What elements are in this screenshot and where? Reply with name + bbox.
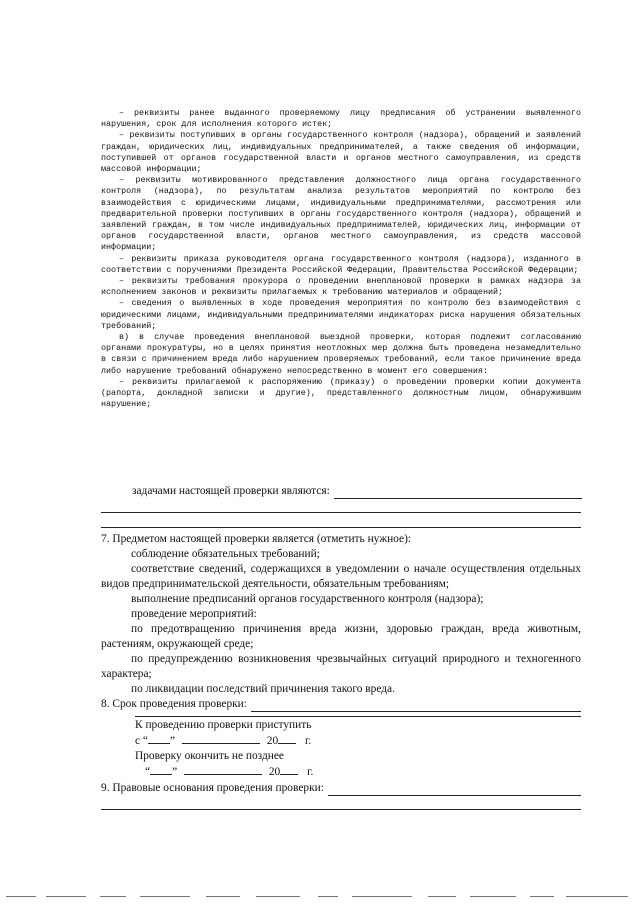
end-day-field[interactable] bbox=[150, 764, 172, 775]
quote-open: “ bbox=[145, 766, 151, 778]
term-field-line-2[interactable] bbox=[135, 716, 581, 717]
legal-grounds-field[interactable] bbox=[328, 784, 581, 796]
end-month-field[interactable] bbox=[184, 764, 262, 775]
section-7 bbox=[101, 532, 581, 810]
start-date-block bbox=[101, 718, 581, 780]
subject-option[interactable]: выполнение предписаний органов государственного контроля (надзора); bbox=[131, 593, 484, 605]
start-day-field[interactable] bbox=[148, 733, 170, 744]
legal-grounds-line-2[interactable] bbox=[101, 809, 581, 810]
scan-artifact-footer bbox=[0, 896, 640, 900]
tasks-row bbox=[132, 484, 582, 499]
year-prefix: 20 bbox=[266, 735, 279, 747]
subject-option[interactable]: соблюдение обязательных требований; bbox=[131, 548, 320, 560]
paragraph: – реквизиты ранее выданного проверяемому лицу предписания об устранении выявленного нарушения, срок для исполнения которого истек; bbox=[101, 108, 581, 130]
section-7-heading: 7. Предметом настоящей проверки является (отметить нужное): bbox=[101, 533, 412, 545]
paragraph: – сведения о выявленных в ходе проведения мероприятия по контролю без взаимодействия с юридическими лицами, индивидуальными предпринимателями индикаторах риска нарушения обязательных требований; bbox=[101, 298, 581, 331]
start-label: К проведению проверки приступить bbox=[135, 719, 312, 731]
year-prefix: 20 bbox=[268, 766, 281, 778]
subject-option[interactable]: проведение мероприятий: bbox=[131, 608, 257, 620]
end-date-row bbox=[135, 764, 581, 780]
section-8-heading: 8. Срок проведения проверки: bbox=[101, 698, 247, 710]
start-month-field[interactable] bbox=[182, 733, 260, 744]
subject-option[interactable]: по предупреждению возникновения чрезвычайных ситуаций природного и техногенного характера; bbox=[101, 653, 581, 680]
section-9-heading-row bbox=[101, 781, 581, 796]
section-8-heading-row bbox=[101, 697, 581, 712]
tasks-field-line-3[interactable] bbox=[101, 527, 581, 528]
paragraph: – реквизиты приказа руководителя органа государственного контроля (надзора), изданного в соответствии с поручениями Президента Российской Федерации, Правительства Российской Федерации; bbox=[101, 253, 581, 275]
paragraph: – реквизиты требования прокурора о проведении внеплановой проверки в рамках надзора за исполнением законов и реквизиты прилагаемых к требованию материалов и обращений; bbox=[101, 276, 581, 298]
start-date-row bbox=[135, 733, 581, 749]
subject-option[interactable]: по ликвидации последствий причинения такого вреда. bbox=[131, 683, 395, 695]
end-label: Проверку окончить не позднее bbox=[135, 750, 284, 762]
quote-close: ” bbox=[172, 766, 178, 778]
start-year-field[interactable] bbox=[278, 733, 296, 744]
tasks-field-line-2[interactable] bbox=[101, 512, 581, 513]
subject-option[interactable]: по предотвращению причинения вреда жизни, здоровью граждан, вреда животным, растениям, окружающей среде; bbox=[101, 623, 581, 650]
term-field[interactable] bbox=[251, 700, 581, 712]
tasks-field[interactable] bbox=[334, 488, 582, 499]
subject-option[interactable]: соответствие сведений, содержащихся в уведомлении о начале осуществления отдельных видов предпринимательской деятельности, обязательным требованиям; bbox=[101, 563, 581, 590]
paragraph: – реквизиты прилагаемой к распоряжению (приказу) о проведении проверки копии документа (рапорта, докладной записки и другие), представленного должностным лицом, обнаружившим нарушение; bbox=[101, 376, 581, 410]
quote-close: ” bbox=[169, 735, 176, 747]
grounds-list bbox=[101, 108, 581, 410]
paragraph: в) в случае проведения внеплановой выездной проверки, которая подлежит согласованию органами прокуратуры, но в целях принятия неотложных мер должна быть проведена незамедлительно в связи с причинением вреда либо нарушением проверяемых требований, если такое причинение вреда либо нарушение требований обнаружено непосредственно в момент его совершения: bbox=[101, 332, 581, 376]
quote-open: с “ bbox=[135, 735, 148, 747]
paragraph: – реквизиты поступивших в органы государственного контроля (надзора), обращений и заявлений граждан, юридических лиц, индивидуальных предпринимателей, а также сведения об информации, поступившей от органов государственной власти и органов местного самоуправления, из средств массовой информации; bbox=[101, 130, 581, 175]
year-suffix: г. bbox=[305, 735, 312, 747]
section-9-heading: 9. Правовые основания проведения проверки: bbox=[101, 782, 324, 794]
tasks-label: задачами настоящей проверки являются: bbox=[132, 485, 330, 497]
year-suffix: г. bbox=[307, 766, 314, 778]
end-year-field[interactable] bbox=[280, 764, 298, 775]
paragraph: – реквизиты мотивированного представления должностного лица органа государственного контроля (надзора), по результатам анализа результатов мероприятий по контролю без взаимодействия с юридическими лицами, индивидуальными предпринимателями, рассмотрения или предварительной проверки поступивших в органы государственного контроля (надзора), обращений и заявлений граждан, в том числе индивидуальных предпринимателей, юридических лиц, информации от органов государственной власти, органов местного самоуправления, из средств массовой информации; bbox=[101, 175, 581, 253]
